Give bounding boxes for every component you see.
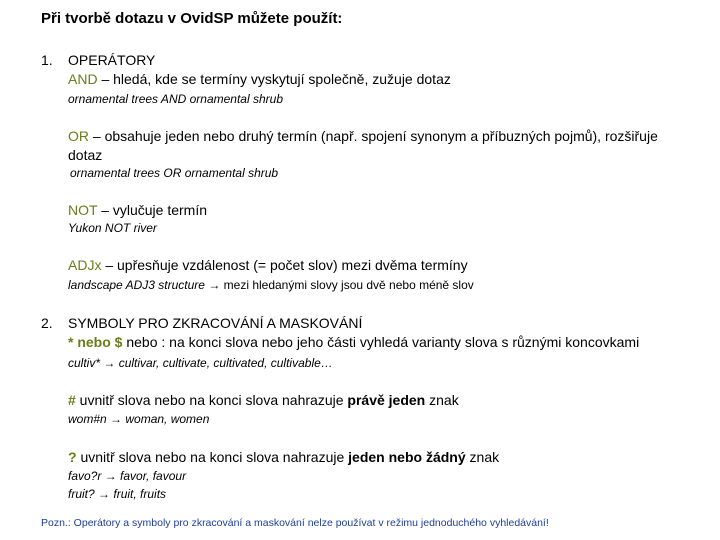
adj-example-query: landscape ADJ3 structure bbox=[68, 278, 205, 292]
or-keyword: OR bbox=[68, 128, 89, 144]
not-description: – vylučuje termín bbox=[97, 202, 208, 218]
hash-line bbox=[68, 392, 459, 408]
and-description: – hledá, kde se termíny vyskytují společně, zužuje dotaz bbox=[97, 71, 451, 87]
hash-emphasis: právě jeden bbox=[347, 392, 426, 408]
question-emphasis: jeden nebo žádný bbox=[348, 449, 466, 465]
section-1-number: 1. bbox=[41, 52, 53, 68]
truncation-example-result: cultivar, cultivate, cultivated, cultivable… bbox=[115, 356, 333, 370]
adj-operator-line bbox=[68, 257, 468, 273]
arrow-right-icon: → bbox=[110, 412, 123, 426]
arrow-right-icon: → bbox=[103, 356, 116, 370]
adj-example bbox=[68, 278, 474, 292]
and-example: ornamental trees AND ornamental shrub bbox=[68, 92, 283, 106]
question-example-2 bbox=[68, 487, 166, 501]
adj-description: – upřesňuje vzdálenost (= počet slov) mezi dvěma termíny bbox=[101, 257, 468, 273]
question-example-1-term: favo?r bbox=[68, 469, 102, 483]
adj-example-explanation: mezi hledanými slovy jsou dvě nebo méně slov bbox=[220, 278, 474, 292]
hash-keyword: # bbox=[68, 392, 76, 408]
or-description-continued: dotaz bbox=[68, 147, 103, 163]
truncation-example bbox=[68, 356, 333, 370]
hash-example-term: wom#n bbox=[68, 412, 107, 426]
question-example-1-result: favor, favour bbox=[116, 469, 187, 483]
question-description: uvnitř slova nebo na konci slova nahrazuje bbox=[76, 449, 349, 465]
arrow-right-icon: → bbox=[208, 278, 221, 292]
or-operator-line bbox=[68, 128, 658, 144]
truncation-keyword: * nebo $ bbox=[68, 334, 123, 350]
not-keyword: NOT bbox=[68, 202, 98, 218]
section-2-heading: SYMBOLY PRO ZKRACOVÁNÍ A MASKOVÁNÍ bbox=[68, 315, 363, 331]
or-example: ornamental trees OR ornamental shrub bbox=[70, 166, 279, 180]
and-keyword: AND bbox=[68, 71, 98, 87]
and-operator-line bbox=[68, 71, 451, 87]
question-line bbox=[68, 449, 499, 465]
or-description: – obsahuje jeden nebo druhý termín (např. spojení synonym a příbuzných pojmů), rozšiřuje bbox=[89, 128, 658, 144]
arrow-right-icon: → bbox=[98, 487, 111, 501]
truncation-description: nebo : na konci slova nebo jeho části vyhledá varianty slova s různými koncovkami bbox=[122, 334, 640, 350]
footnote: Pozn.: Operátory a symboly pro zkracování a maskování nelze používat v režimu jednoduchého vyhledávání! bbox=[41, 517, 549, 529]
truncation-example-term: cultiv* bbox=[68, 356, 101, 370]
truncation-line bbox=[68, 334, 639, 350]
question-example-1 bbox=[68, 469, 186, 483]
question-example-2-term: fruit? bbox=[68, 487, 95, 501]
hash-example bbox=[68, 412, 209, 426]
section-1-heading: OPERÁTORY bbox=[68, 52, 156, 68]
not-example: Yukon NOT river bbox=[68, 221, 157, 235]
page-title: Při tvorbě dotazu v OvidSP můžete použít: bbox=[41, 10, 343, 27]
question-description-end: znak bbox=[465, 449, 500, 465]
question-keyword: ? bbox=[68, 449, 77, 465]
not-operator-line bbox=[68, 202, 207, 218]
hash-description: uvnitř slova nebo na konci slova nahrazuje bbox=[75, 392, 348, 408]
arrow-right-icon: → bbox=[104, 469, 117, 483]
section-2-number: 2. bbox=[41, 315, 53, 331]
adj-keyword: ADJx bbox=[68, 257, 102, 273]
question-example-2-result: fruit, fruits bbox=[110, 487, 167, 501]
hash-example-result: woman, women bbox=[122, 412, 210, 426]
hash-description-end: znak bbox=[425, 392, 459, 408]
